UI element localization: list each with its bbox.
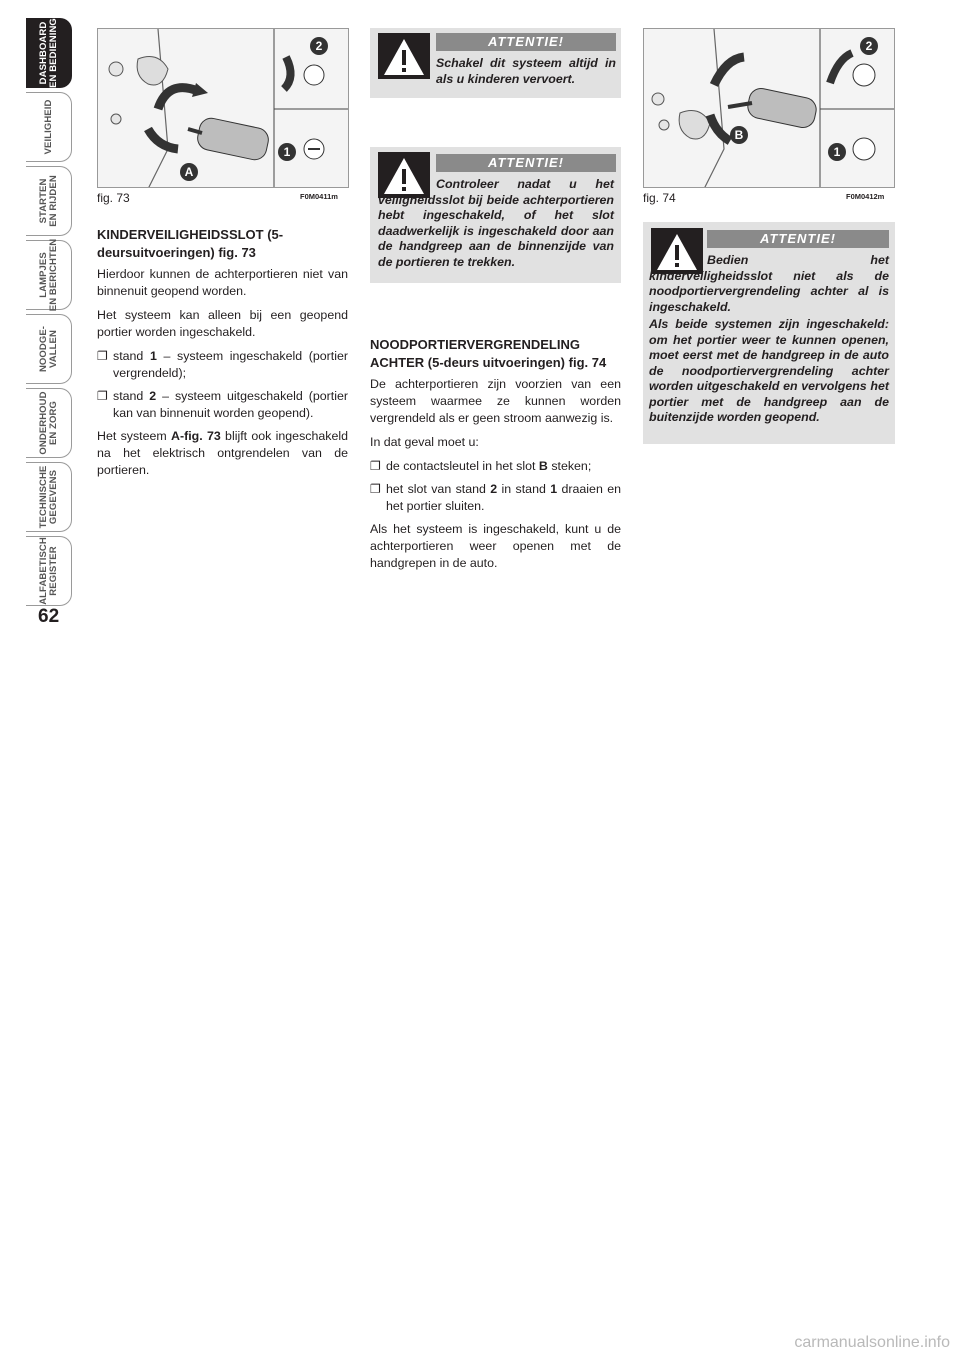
checkbox-bullet-icon: ❐ [97, 389, 108, 403]
tab-starten[interactable] [26, 166, 72, 236]
list-item: ❐ stand 2 – systeem uitgeschakeld (portier kan van binnenuit worden geopend). [97, 389, 348, 420]
warning-title: ATTENTIE! [436, 33, 616, 51]
tab-noodgevallen[interactable] [26, 314, 72, 384]
figure-caption: fig. 73 [97, 191, 130, 205]
paragraph: Het systeem A-fig. 73 blijft ook ingeschakeld na het elektrisch ontgrendelen van de portieren. [97, 429, 348, 477]
tab-label: ONDERHOUD EN ZORG [37, 391, 59, 455]
section-tabs [26, 18, 72, 610]
tab-technische[interactable] [26, 462, 72, 532]
figure-code: F0M0411m [300, 192, 338, 201]
paragraph: Als het systeem is ingeschakeld, kunt u de achterportieren weer openen met de handgrepen in de auto. [370, 522, 621, 570]
list-item: ❐ het slot van stand 2 in stand 1 draaien en het portier sluiten. [370, 482, 621, 513]
checkbox-bullet-icon: ❐ [97, 349, 108, 363]
marker-2: 2 [310, 37, 328, 55]
paragraph: Hierdoor kunnen de achterportieren niet van binnenuit geopend worden. [97, 267, 348, 298]
warning-text: Schakel dit systeem altijd in als u kinderen vervoert. [436, 56, 616, 86]
figure-73 [97, 28, 349, 188]
tab-dashboard[interactable] [26, 18, 72, 88]
tab-label: STARTEN EN RIJDEN [37, 175, 59, 227]
warning-text: Controleer nadat u het veiligheidsslot bij beide achterportieren hebt ingeschakeld, of het slot daadwerkelijk is ingeschakeld door aan de handgreep aan de binnenzijde van de portieren te trekken. [378, 177, 614, 269]
marker-2: 2 [860, 37, 878, 55]
marker-1: 1 [828, 143, 846, 161]
checkbox-bullet-icon: ❐ [370, 482, 381, 496]
warning-text: Als beide systemen zijn ingeschakeld: om het portier weer te kunnen openen, moet eerst met de handgreep in de auto de noodportiervergrendeling achter worden uitgeschakeld en vervolgens het portier met de handgreep aan de buitenzijde worden geopend. [649, 317, 889, 424]
tab-onderhoud[interactable] [26, 388, 72, 458]
tab-label: NOODGE- VALLEN [37, 325, 59, 373]
paragraph: De achterportieren zijn voorzien van een systeem waarmee ze kunnen worden vergrendeld als er geen stroom aanwezig is. [370, 377, 621, 425]
paragraph: Het systeem kan alleen bij een geopend portier worden ingeschakeld. [97, 308, 348, 339]
checkbox-bullet-icon: ❐ [370, 459, 381, 473]
middle-column [370, 336, 621, 579]
paragraph: In dat geval moet u: [370, 435, 479, 449]
figure-caption: fig. 74 [643, 191, 676, 205]
section-heading: KINDERVEILIGHEIDSSLOT (5-deursuitvoeringen) fig. 73 [97, 227, 284, 260]
tab-label: DASHBOARD EN BEDIENING [37, 18, 59, 88]
list-item: ❐ stand 1 – systeem ingeschakeld (portier vergrendeld); [97, 349, 348, 380]
warning-box-1 [370, 28, 621, 98]
warning-text: Bedien het kinderveiligheidsslot niet als de noodportiervergrendeling achter al is ingeschakeld. [649, 253, 889, 314]
tab-veiligheid[interactable] [26, 92, 72, 162]
warning-box-2 [370, 147, 621, 283]
warning-box-3 [643, 222, 895, 444]
tab-label: VEILIGHEID [42, 99, 54, 155]
page-number: 62 [38, 606, 60, 627]
warning-title: ATTENTIE! [707, 230, 889, 248]
warning-title: ATTENTIE! [436, 154, 616, 172]
figure-74 [643, 28, 895, 188]
list-item: ❐ de contactsleutel in het slot B steken; [370, 459, 592, 473]
tab-label: TECHNISCHE GEGEVENS [37, 465, 59, 529]
tab-label: LAMPJES EN BERICHTEN [37, 238, 59, 312]
marker-1: 1 [278, 143, 296, 161]
section-heading: NOODPORTIERVERGRENDELING ACHTER (5-deurs uitvoeringen) fig. 74 [370, 337, 607, 370]
warning-triangle-icon [378, 33, 430, 79]
tab-register[interactable] [26, 536, 72, 606]
emergency-lock-illustration [644, 29, 895, 188]
tab-lampjes[interactable] [26, 240, 72, 310]
watermark: carmanualsonline.info [794, 1334, 950, 1351]
marker-a: A [180, 163, 198, 181]
left-column [97, 226, 348, 486]
figure-code: F0M0412m [846, 192, 885, 201]
tab-label: ALFABETISCH REGISTER [37, 537, 59, 605]
child-lock-illustration [98, 29, 349, 188]
marker-b: B [730, 126, 748, 144]
